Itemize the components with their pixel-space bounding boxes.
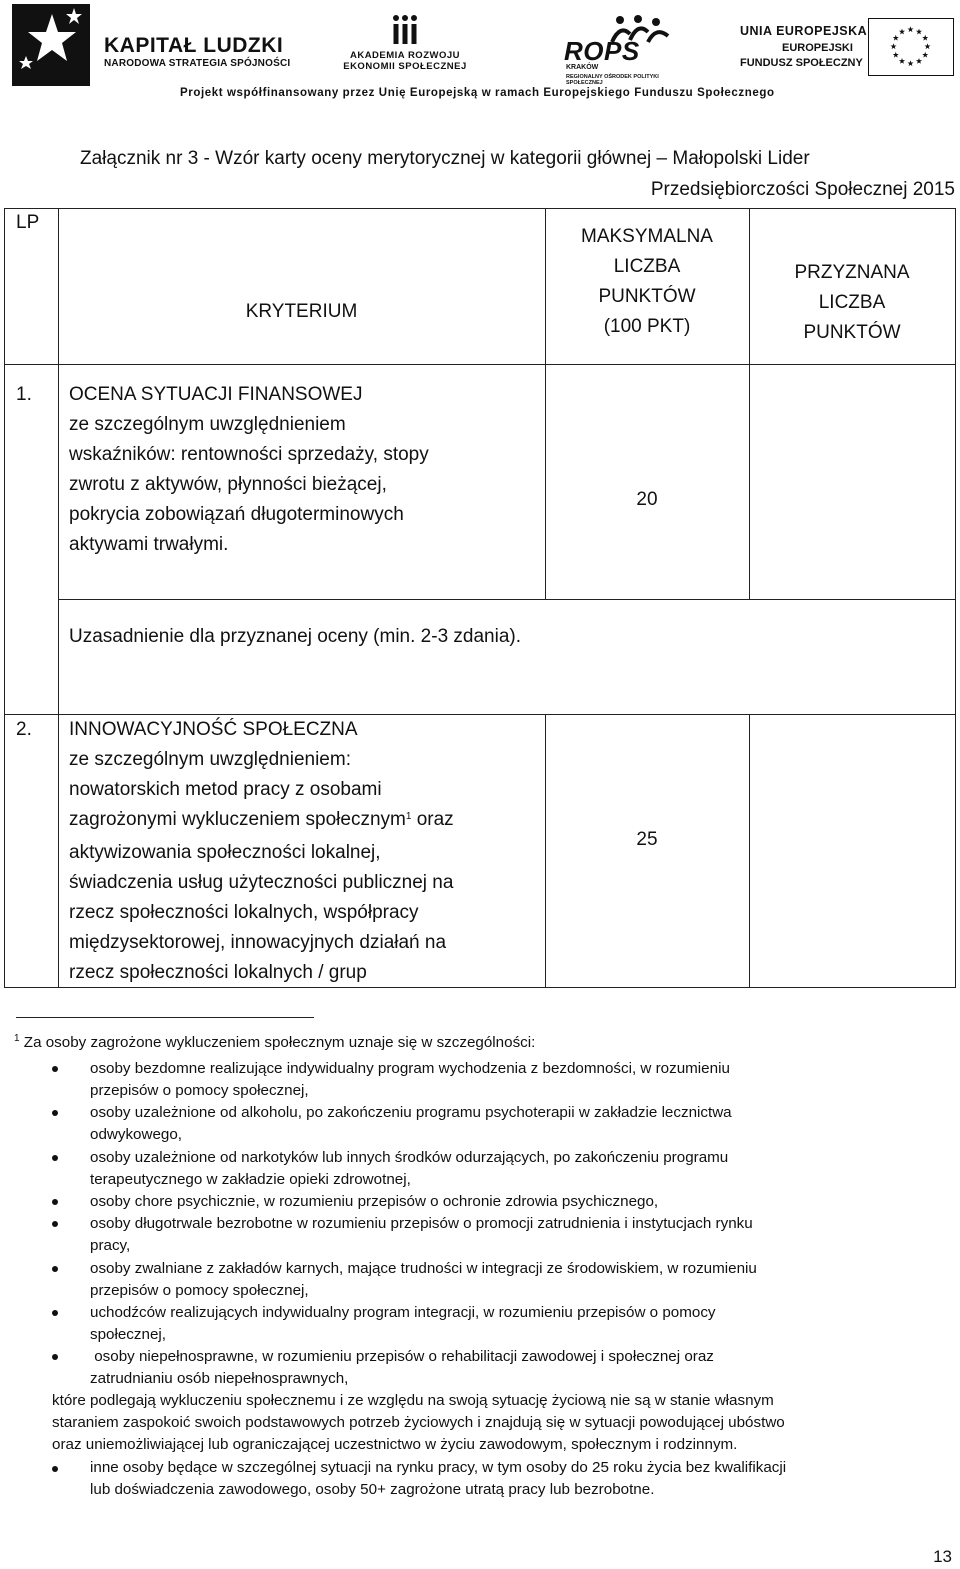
footnote-number: 1 bbox=[14, 1033, 20, 1044]
bullet-icon bbox=[52, 1110, 58, 1116]
eu-star-icon bbox=[907, 26, 913, 32]
bullet-icon bbox=[52, 1354, 58, 1360]
bullet-icon bbox=[52, 1266, 58, 1272]
akademia-line2: EKONOMII SPOŁECZNEJ bbox=[343, 61, 467, 72]
row2-criterion-line-suffix: oraz bbox=[416, 809, 454, 830]
list-item-line: inne osoby będące w szczególnej sytuacji na rynku pracy, w tym osoby do 25 roku życia bez kwalifikacji bbox=[90, 1459, 787, 1476]
eu-line1: UNIA EUROPEJSKA bbox=[740, 24, 868, 38]
table-top-border bbox=[4, 208, 956, 209]
eu-star-icon bbox=[922, 52, 928, 58]
row1-lp: 1. bbox=[16, 384, 32, 405]
row2-criterion-line bbox=[69, 805, 454, 838]
row2-lp: 2. bbox=[16, 719, 32, 740]
bullet-icon bbox=[52, 1066, 58, 1072]
row2-criterion-line: ze szczególnym uwzględnieniem: bbox=[69, 749, 351, 770]
row2-criterion bbox=[69, 715, 454, 988]
list-item bbox=[90, 1191, 658, 1213]
paragraph-line: które podlegają wykluczeniu społecznemu i ze względu na swoją sytuację życiową nie są w stanie własnym bbox=[52, 1392, 774, 1409]
list-item-line: osoby zwalniane z zakładów karnych, mające trudności w integracji ze środowiskiem, w rozumieniu bbox=[90, 1260, 757, 1277]
akademia-logo bbox=[330, 14, 480, 84]
eu-star-icon bbox=[916, 58, 922, 64]
list-item-line: lub doświadczenia zawodowego, osoby 50+ zagrożone utratą pracy lub bezrobotne. bbox=[90, 1481, 655, 1498]
bullet-icon bbox=[52, 1221, 58, 1227]
header-max-line3: PUNKTÓW bbox=[598, 286, 696, 307]
bullet-icon bbox=[52, 1310, 58, 1316]
row2-criterion-line: nowatorskich metod pracy z osobami bbox=[69, 779, 382, 800]
header-max-line1: MAKSYMALNA bbox=[581, 226, 713, 247]
eu-logo bbox=[740, 20, 955, 90]
list-item-line: osoby uzależnione od alkoholu, po zakończeniu programu psychoterapii w zakładzie lecznictwa bbox=[90, 1104, 732, 1121]
eu-star-icon bbox=[893, 35, 899, 41]
bullet-icon bbox=[52, 1155, 58, 1161]
header-max-line4: (100 PKT) bbox=[603, 316, 691, 337]
kapital-ludzki-subtitle: NARODOWA STRATEGIA SPÓJNOŚCI bbox=[104, 58, 291, 69]
eu-line2: EUROPEJSKI bbox=[782, 42, 853, 54]
list-item bbox=[90, 1058, 730, 1102]
row2-max-points: 25 bbox=[636, 829, 658, 850]
list-item bbox=[90, 1102, 732, 1146]
row1-criterion-line: zwrotu z aktywów, płynności bieżącej, bbox=[69, 474, 387, 495]
header-max-points bbox=[545, 222, 749, 342]
rops-logo bbox=[560, 14, 680, 86]
footnote-ref[interactable]: 1 bbox=[405, 811, 412, 822]
table-right-border bbox=[955, 208, 956, 988]
rops-name: ROPS bbox=[564, 36, 640, 66]
kapital-ludzki-title: KAPITAŁ LUDZKI bbox=[104, 34, 284, 57]
page-number: 13 bbox=[933, 1547, 952, 1566]
eu-star-icon bbox=[890, 43, 896, 49]
row2-criterion-line-text: zagrożonymi wykluczeniem społecznym bbox=[69, 809, 406, 830]
header-awarded-points bbox=[749, 258, 955, 348]
list-item bbox=[90, 1302, 716, 1346]
header-awarded-line2: LICZBA bbox=[818, 292, 886, 313]
eu-star-icon bbox=[924, 43, 930, 49]
list-item-line: osoby długotrwale bezrobotne w rozumieniu przepisów o promocji zatrudnienia i instytucjach rynku bbox=[90, 1215, 753, 1232]
kapital-ludzki-star-icon bbox=[12, 4, 90, 86]
eu-star-icon bbox=[899, 58, 905, 64]
row2-criterion-line: INNOWACYJNOŚĆ SPOŁECZNA bbox=[69, 719, 358, 740]
list-item bbox=[90, 1258, 757, 1302]
header-awarded-line1: PRZYZNANA bbox=[794, 262, 910, 283]
rops-subtitle: REGIONALNY OŚRODEK POLITYKI SPOŁECZNEJ bbox=[566, 74, 659, 86]
header-kryterium: KRYTERIUM bbox=[245, 301, 358, 322]
row2-criterion-line: rzecz społeczności lokalnych, współpracy bbox=[69, 902, 419, 923]
list-item-line: pracy, bbox=[90, 1237, 131, 1254]
footnote-intro-text: Za osoby zagrożone wykluczeniem społecznym uznaje się w szczególności: bbox=[23, 1034, 536, 1051]
list-item bbox=[90, 1346, 714, 1390]
footnote-intro bbox=[14, 1032, 535, 1056]
list-item-line: osoby chore psychicznie, w rozumieniu przepisów o ochronie zdrowia psychicznego, bbox=[90, 1193, 659, 1210]
header-awarded-line3: PUNKTÓW bbox=[803, 322, 901, 343]
akademia-line1: AKADEMIA ROZWOJU bbox=[349, 50, 461, 61]
row1-criterion-line: ze szczególnym uwzględnieniem bbox=[69, 414, 346, 435]
kapital-ludzki-logo bbox=[12, 4, 292, 88]
row1-max-points: 20 bbox=[636, 489, 658, 510]
akademia-icon bbox=[390, 14, 420, 46]
list-item-line: osoby niepełnosprawne, w rozumieniu przepisów o rehabilitacji zawodowej i społecznej oraz bbox=[90, 1348, 714, 1365]
eu-star-icon bbox=[893, 52, 899, 58]
project-cofinancing-line: Projekt współfinansowany przez Unię Europejską w ramach Europejskiego Funduszu Społecznego bbox=[180, 87, 775, 99]
rops-city: KRAKÓW bbox=[566, 64, 599, 71]
list-item-line: osoby bezdomne realizujące indywidualny program wychodzenia z bezdomności, w rozumieniu bbox=[90, 1060, 730, 1077]
list-item bbox=[90, 1213, 753, 1257]
row1-criterion-line: wskaźników: rentowności sprzedaży, stopy bbox=[69, 444, 429, 465]
list-item-line: uchodźców realizujących indywidualny program integracji, w rozumieniu przepisów o pomocy bbox=[90, 1304, 716, 1321]
eu-line3: FUNDUSZ SPOŁECZNY bbox=[740, 57, 863, 69]
eu-star-icon bbox=[907, 60, 913, 66]
list-item-line: przepisów o pomocy społecznej, bbox=[90, 1082, 309, 1099]
row2-criterion-line: rzecz społeczności lokalnych / grup bbox=[69, 962, 367, 983]
table-left-border bbox=[4, 208, 5, 988]
paragraph-line: staraniem zaspokoić swoich podstawowych potrzeb życiowych i znajdują się w sytuacji powodującej ubóstwo bbox=[52, 1414, 785, 1431]
list-item-last bbox=[90, 1457, 786, 1501]
table-header-bottom-border bbox=[4, 364, 956, 365]
max-column-border-bottom bbox=[749, 714, 750, 988]
eu-star-icon bbox=[922, 35, 928, 41]
paragraph-line: oraz uniemożliwiającej lub ograniczającej uczestnictwo w życiu zawodowym, społecznym i rodzinnym. bbox=[52, 1436, 738, 1453]
row1-justification: Uzasadnienie dla przyznanej oceny (min. 2-3 zdania). bbox=[69, 626, 522, 647]
list-item-line: społecznej, bbox=[90, 1326, 166, 1343]
eu-star-icon bbox=[916, 29, 922, 35]
list-item bbox=[90, 1147, 728, 1191]
row2-criterion-line: świadczenia usług użyteczności publicznej na bbox=[69, 872, 454, 893]
list-item-line: terapeutycznego w zakładzie opieki zdrowotnej, bbox=[90, 1171, 411, 1188]
bullet-icon bbox=[52, 1199, 58, 1205]
row1-criterion-line: pokrycia zobowiązań długoterminowych bbox=[69, 504, 404, 525]
document-title-line2: Przedsiębiorczości Społecznej 2015 bbox=[650, 179, 955, 200]
row2-criterion-line: aktywizowania społeczności lokalnej, bbox=[69, 842, 381, 863]
list-item-line: zatrudnianiu osób niepełnosprawnych, bbox=[90, 1370, 349, 1387]
header-max-line2: LICZBA bbox=[613, 256, 681, 277]
footnote-separator bbox=[16, 1017, 314, 1018]
eu-flag-icon bbox=[868, 18, 954, 76]
footnote-paragraph bbox=[52, 1390, 785, 1456]
list-item-line: odwykowego, bbox=[90, 1126, 183, 1143]
row2-criterion-line: międzysektorowej, innowacyjnych działań na bbox=[69, 932, 447, 953]
list-item-line: osoby uzależnione od narkotyków lub innych środków odurzających, po zakończeniu programu bbox=[90, 1149, 729, 1166]
list-item-line: przepisów o pomocy społecznej, bbox=[90, 1282, 309, 1299]
eu-star-icon bbox=[899, 29, 905, 35]
bullet-icon bbox=[52, 1466, 58, 1472]
row1-criterion-line: OCENA SYTUACJI FINANSOWEJ bbox=[69, 384, 363, 405]
row1-split-border bbox=[58, 599, 956, 600]
document-title-line1: Załącznik nr 3 - Wzór karty oceny merytorycznej w kategorii głównej – Małopolski Lider bbox=[80, 148, 810, 169]
row1-criterion-line: aktywami trwałymi. bbox=[69, 534, 229, 555]
header-lp: LP bbox=[16, 212, 40, 233]
row1-criterion bbox=[69, 380, 429, 560]
